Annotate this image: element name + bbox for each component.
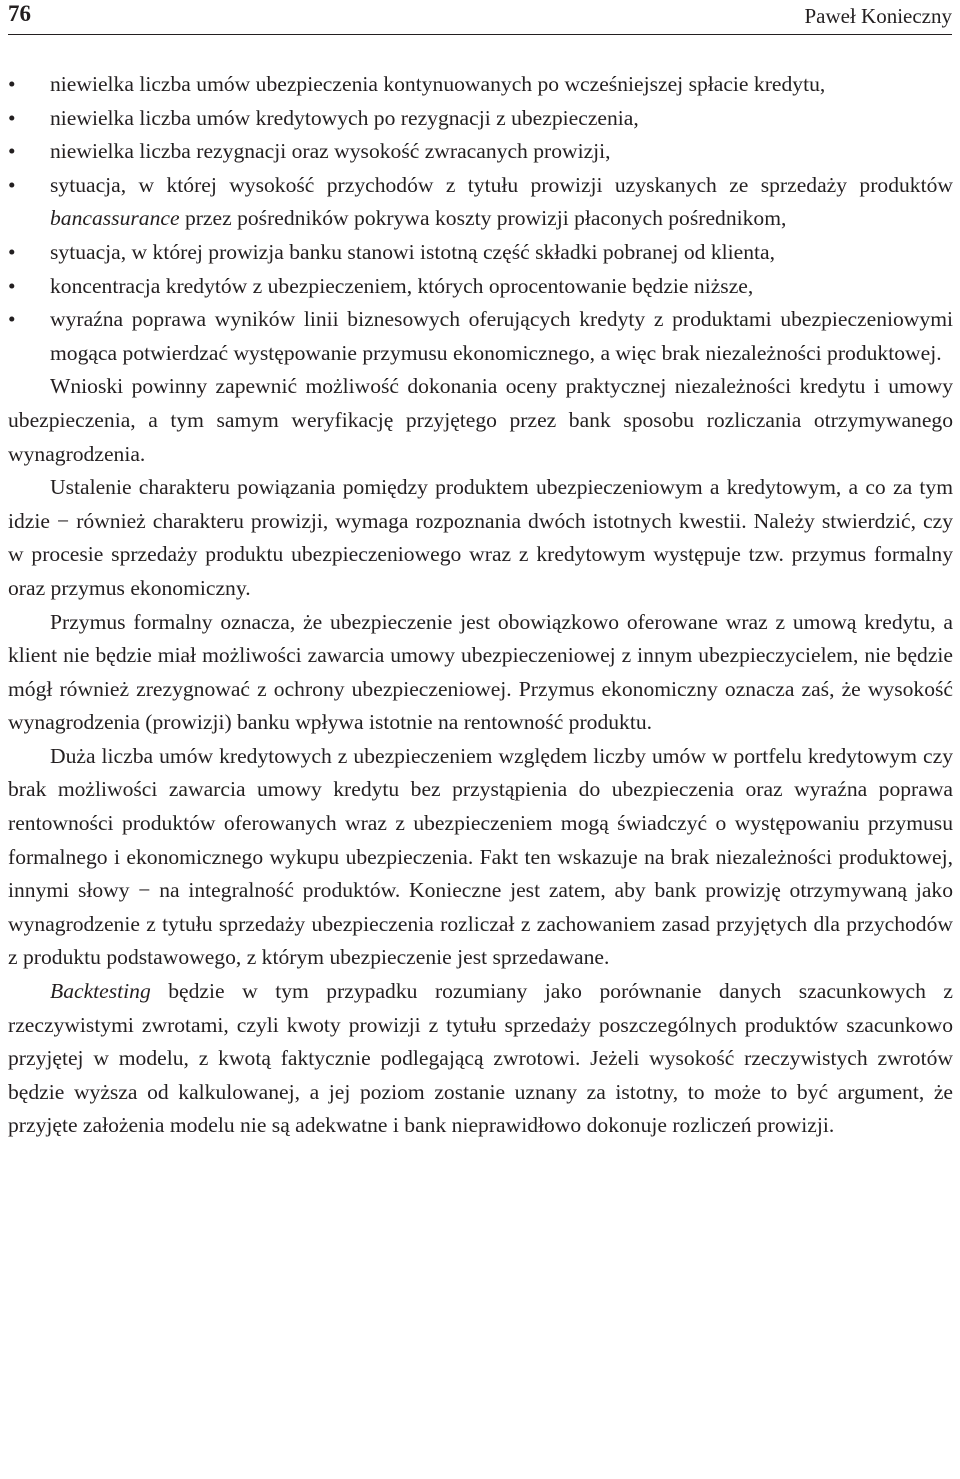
paragraph-italic-term: Backtesting: [50, 979, 151, 1004]
body-text: [8, 68, 953, 1143]
bullet-item: [8, 303, 953, 370]
bullet-text: niewielka liczba umów kredytowych po rezygnacji z ubezpieczenia,: [50, 105, 639, 130]
bullet-text: niewielka liczba umów ubezpieczenia kontynuowanych po wcześniejszej spłacie kredytu,: [50, 72, 826, 96]
paragraph: Wnioski powinny zapewnić możliwość dokonania oceny praktycznej niezależności kredytu i umowy ubezpieczenia, a tym samym weryfikację przyjętego przez bank sposobu rozliczania otrzymywanego wynagrodzenia.: [8, 374, 953, 466]
paragraph: [8, 975, 953, 1143]
bullet-text: niewielka liczba rezygnacji oraz wysokość zwracanych prowizji,: [50, 139, 611, 164]
paragraph: Duża liczba umów kredytowych z ubezpieczeniem względem liczby umów w portfelu kredytowym czy brak możliwości zawarcia umowy kredytu bez przystąpienia do ubezpieczenia oraz wyraźna poprawa rentowności produktów oferowanych wraz z ubezpieczeniem mogą świadczyć o występowaniu przymusu formalnego i ekonomicznego wykupu ubezpieczenia. Fakt ten wskazuje na brak niezależności produktowej, innymi słowy − na integralność produktów. Konieczne jest zatem, aby bank prowizję otrzymywaną jako wynagrodzenie z tytułu sprzedaży ubezpieczenia rozliczał z zachowaniem zasad przyjętych dla przychodów z produktu podstawowego, z którym ubezpieczenie jest sprzedawane.: [8, 743, 953, 970]
page-number: 76: [8, 1, 31, 26]
bullet-item: [8, 102, 953, 136]
bullet-icon: •: [8, 139, 16, 164]
paragraph-text: będzie w tym przypadku rozumiany jako porównanie danych szacunkowych z rzeczywistymi zwrotami, czyli kwoty prowizji z tytułu sprzedaży poszczególnych produktów szacunkowo przyjętej w modelu, z kwotą faktycznie podlegającą zwrotowi. Jeżeli wysokość rzeczywistych zwrotów będzie wyższa od kalkulowanej, a jej poziom zostanie uznany za istotny, to może to być argument, że przyjęte założenia modelu nie są adekwatne i bank nieprawidłowo dokonuje rozliczeń prowizji.: [8, 979, 953, 1138]
bullet-text: wyraźna poprawa wyników linii biznesowych oferujących kredyty z produktami ubezpieczeniowymi mogąca potwierdzać występowanie przymusu ekonomicznego, a więc brak niezależności produktowej.: [50, 307, 953, 365]
bullet-icon: •: [8, 307, 16, 332]
page-header: [8, 0, 952, 35]
bullet-icon: •: [8, 105, 16, 130]
bullet-item: [8, 236, 953, 270]
bullet-icon: •: [8, 239, 16, 264]
bullet-text: sytuacja, w której wysokość przychodów z tytułu prowizji uzyskanych ze sprzedaży produktów: [50, 172, 953, 197]
bullet-item: [8, 135, 953, 169]
bullet-item: [8, 68, 953, 102]
bullet-icon: •: [8, 273, 16, 298]
bullet-icon: •: [8, 72, 16, 96]
bullet-text: koncentracja kredytów z ubezpieczeniem, których oprocentowanie będzie niższe,: [50, 273, 754, 298]
bullet-icon: •: [8, 172, 16, 197]
paragraph: Przymus formalny oznacza, że ubezpieczenie jest obowiązkowo oferowane wraz z umową kredytu, a klient nie będzie miał możliwości zawarcia umowy ubezpieczeniowej z innym ubezpieczycielem, nie będzie mógł również zrezygnować z ochrony ubezpieczeniowej. Przymus ekonomiczny oznacza zaś, że wysokość wynagrodzenia (prowizji) banku wpływa istotnie na rentowność produktu.: [8, 609, 953, 735]
paragraph: Ustalenie charakteru powiązania pomiędzy produktem ubezpieczeniowym a kredytowym, a co za tym idzie − również charakteru prowizji, wymaga rozpoznania dwóch istotnych kwestii. Należy stwierdzić, czy w procesie sprzedaży produktu ubezpieczeniowego wraz z kredytowym występuje tzw. przymus formalny oraz przymus ekonomiczny.: [8, 475, 953, 600]
bullet-item: [8, 270, 953, 304]
bullet-item: [8, 169, 953, 236]
bullet-text: przez pośredników pokrywa koszty prowizji płaconych pośrednikom,: [179, 206, 787, 231]
running-head-author: Paweł Konieczny: [804, 4, 952, 28]
bullet-text-italic-term: bancassurance: [50, 206, 180, 231]
bullet-text: sytuacja, w której prowizja banku stanowi istotną część składki pobranej od klienta,: [50, 239, 775, 264]
bullet-list: [8, 68, 953, 370]
